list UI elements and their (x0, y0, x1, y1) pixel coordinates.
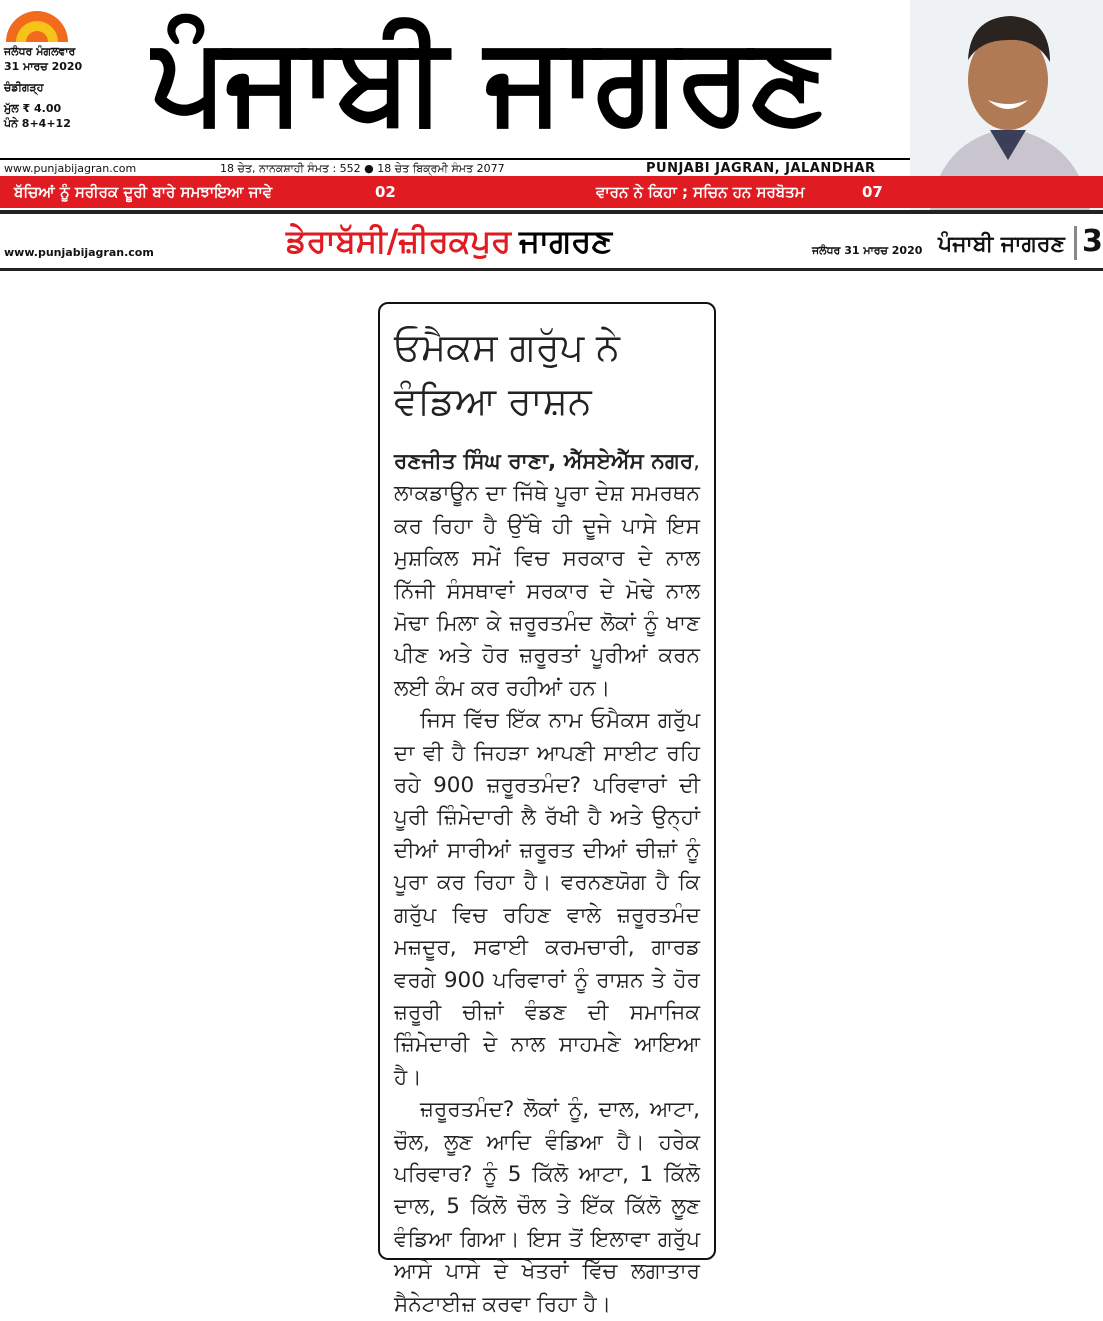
rising-sun-logo (4, 8, 70, 44)
edition-day: ਜਲੰਧਰ ਮੰਗਲਵਾਰ (4, 45, 76, 58)
page-number: 3 (1082, 224, 1103, 259)
teaser-bar-extension (910, 176, 1103, 208)
article-body (394, 446, 700, 1321)
newspaper-title: ਪੰਜਾਬੀ ਜਾਗਰਣ (150, 11, 826, 150)
edition-city: ਚੰਡੀਗੜ੍ਹ (4, 81, 44, 94)
edition-price: ਮੁੱਲ ₹ 4.00 (4, 102, 62, 115)
article-paragraph-3: ਜ਼ਰੂਰਤਮੰਦ? ਲੋਕਾਂ ਨੂੰ, ਦਾਲ, ਆਟਾ, ਚੌਲ, ਲੂਣ ਆਦਿ ਵੰਡਿਆ ਹੈ। ਹਰੇਕ ਪਰਿਵਾਰ? ਨੂੰ 5 ਕਿੱਲੋ ਆਟਾ, 1 ਕਿੱਲੋ ਦਾਲ, 5 ਕਿੱਲੋ ਚੌਲ ਤੇ ਇੱਕ ਕਿੱਲੋ ਲੂਣ ਵੰਡਿਆ ਗਿਆ। ਇਸ ਤੋਂ ਇਲਾਵਾ ਗਰੁੱਪ ਆਸੇ ਪਾਸੇ ਦੇ ਖੇਤਰਾਂ ਵਿੱਚ ਲਗਾਤਾਰ ਸੈਨੇਟਾਈਜ਼ ਕਰਵਾ ਰਿਹਾ ਹੈ। (394, 1097, 700, 1317)
paragraph-1-text: , ਲਾਕਡਾਊਨ ਦਾ ਜਿੱਥੇ ਪੂਰਾ ਦੇਸ਼ ਸਮਰਥਨ ਕਰ ਰਿਹਾ ਹੈ ਉੱਥੇ ਹੀ ਦੂਜੇ ਪਾਸੇ ਇਸ ਮੁਸ਼ਕਿਲ ਸਮੇਂ ਵਿਚ ਸਰਕਾਰ ਦੇ ਨਾਲ ਨਿੱਜੀ ਸੰਸਥਾਵਾਂ ਸਰਕਾਰ ਦੇ ਮੋਢੇ ਨਾਲ ਮੋਢਾ ਮਿਲਾ ਕੇ ਜ਼ਰੂਰਤਮੰਦ ਲੋਕਾਂ ਨੂੰ ਖਾਣ ਪੀਣ ਅਤੇ ਹੋਰ ਜ਼ਰੂਰਤਾਂ ਪੂਰੀਆਂ ਕਰਨ ਲਈ ਕੰਮ ਕਰ ਰਹੀਆਂ ਹਨ। (394, 449, 700, 701)
edition-info (4, 44, 114, 131)
teaser-page-1: 02 (375, 183, 396, 201)
teaser-page-2: 07 (862, 183, 883, 201)
info-bar (0, 158, 910, 178)
masthead (0, 0, 1103, 210)
page-separator (1074, 226, 1077, 260)
section-header (0, 214, 1103, 271)
section-title (286, 222, 612, 261)
headline-line-1: ਓਮੈਕਸ ਗਰੁੱਪ ਨੇ (394, 325, 620, 369)
edition-pages: ਪੰਨੇ 8+4+12 (4, 117, 71, 130)
article-paragraph-1 (394, 446, 700, 705)
section-brand: ਪੰਜਾਬੀ ਜਾਗਰਣ (938, 232, 1065, 257)
article-byline: ਰਣਜੀਤ ਸਿੰਘ ਰਾਣਾ, ਐੱਸਏਐੱਸ ਨਗਰ (394, 449, 694, 474)
calendar-dates: 18 ਚੇਤ, ਨਾਨਕਸ਼ਾਹੀ ਸੰਮਤ : 552 ● 18 ਚੇਤ ਬਿਕ੍ਰਮੀ ਸੰਮਤ 2077 (220, 162, 505, 175)
section-title-suffix: ਜਾਗਰਣ (519, 222, 613, 260)
publisher-city: PUNJABI JAGRAN, JALANDHAR (646, 161, 876, 176)
website-link[interactable]: www.punjabijagran.com (4, 162, 137, 175)
teaser-bar (0, 176, 910, 208)
news-article (378, 302, 716, 1317)
article-headline (394, 320, 700, 428)
section-website-link[interactable]: www.punjabijagran.com (4, 246, 154, 259)
teaser-headline-1[interactable]: ਬੱਚਿਆਂ ਨੂੰ ਸਰੀਰਕ ਦੂਰੀ ਬਾਰੇ ਸਮਝਾਇਆ ਜਾਵੇ (14, 183, 273, 201)
section-title-location: ਡੇਰਾਬੱਸੀ/ਜ਼ੀਰਕਪੁਰ (286, 222, 512, 260)
edition-date: 31 ਮਾਰਚ 2020 (4, 60, 83, 73)
teaser-headline-2[interactable]: ਵਾਰਨ ਨੇ ਕਿਹਾ ; ਸਚਿਨ ਹਨ ਸਰਬੋਤਮ (596, 183, 805, 201)
section-dateline: ਜਲੰਧਰ 31 ਮਾਰਚ 2020 (812, 244, 923, 257)
article-paragraph-2: ਜਿਸ ਵਿੱਚ ਇੱਕ ਨਾਮ ਓਮੈਕਸ ਗਰੁੱਪ ਦਾ ਵੀ ਹੈ ਜਿਹੜਾ ਆਪਣੀ ਸਾਈਟ ਰਹਿ ਰਹੇ 900 ਜ਼ਰੂਰਤਮੰਦ? ਪਰਿਵਾਰਾਂ ਦੀ ਪੂਰੀ ਜ਼ਿੰਮੇਦਾਰੀ ਲੈ ਰੱਖੀ ਹੈ ਅਤੇ ਉਨ੍ਹਾਂ ਦੀਆਂ ਸਾਰੀਆਂ ਜ਼ਰੂਰਤ ਦੀਆਂ ਚੀਜ਼ਾਂ ਨੂੰ ਪੂਰਾ ਕਰ ਰਿਹਾ ਹੈ। ਵਰਨਣਯੋਗ ਹੈ ਕਿ ਗਰੁੱਪ ਵਿਚ ਰਹਿਣ ਵਾਲੇ ਜ਼ਰੂਰਤਮੰਦ ਮਜ਼ਦੂਰ, ਸਫਾਈ ਕਰਮਚਾਰੀ, ਗਾਰਡ ਵਰਗੇ 900 ਪਰਿਵਾਰਾਂ ਨੂੰ ਰਾਸ਼ਨ ਤੇ ਹੋਰ ਜ਼ਰੂਰੀ ਚੀਜ਼ਾਂ ਵੰਡਣ ਦੀ ਸਮਾਜਿਕ ਜ਼ਿੰਮੇਦਾਰੀ ਦੇ ਨਾਲ ਸਾਹਮਣੇ ਆਇਆ ਹੈ। (394, 708, 700, 1090)
headline-line-2: ਵੰਡਿਆ ਰਾਸ਼ਨ (394, 379, 592, 423)
